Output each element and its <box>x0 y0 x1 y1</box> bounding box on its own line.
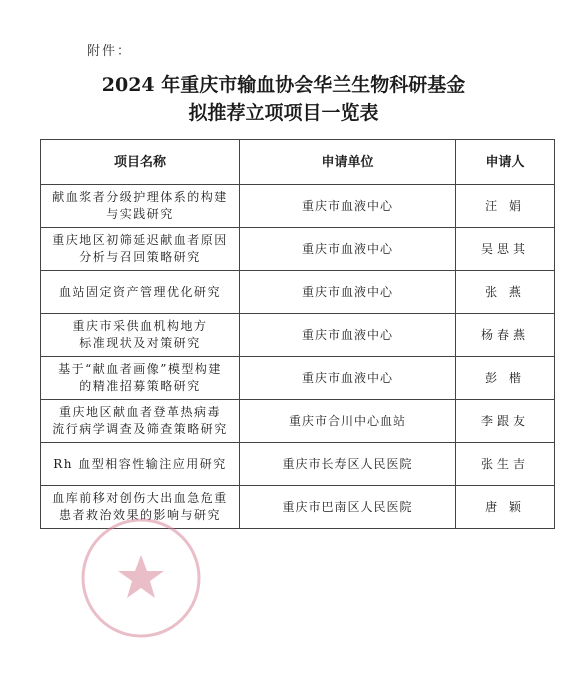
project-name-cell <box>41 400 240 443</box>
project-name-line2: 与实践研究 <box>106 207 174 221</box>
project-name-cell <box>41 185 240 228</box>
project-name-line1: 血站固定资产管理优化研究 <box>58 284 221 299</box>
project-name-line2: 患者救治效果的影响与研究 <box>58 508 221 522</box>
official-seal <box>78 515 204 641</box>
project-name-cell <box>41 314 240 357</box>
column-header-unit: 申请单位 <box>240 140 456 185</box>
applicant-cell: 杨春燕 <box>456 314 555 357</box>
applicant-cell: 彭 楷 <box>456 357 555 400</box>
project-name-line2: 标准现状及对策研究 <box>79 336 201 350</box>
project-name-line2: 分析与召回策略研究 <box>79 250 201 264</box>
document-title-line1: 2024 年重庆市输血协会华兰生物科研基金 <box>101 74 466 96</box>
applicant-cell: 张 燕 <box>456 271 555 314</box>
table-row <box>41 443 555 486</box>
project-name-cell <box>41 271 240 314</box>
project-name-line1: 血库前移对创伤大出血急危重 <box>52 491 228 505</box>
applicant-cell: 张生吉 <box>456 443 555 486</box>
applicant-unit-cell: 重庆市血液中心 <box>240 228 456 271</box>
project-name-line2: 流行病学调查及筛查策略研究 <box>52 422 228 436</box>
applicant-unit-cell: 重庆市血液中心 <box>240 357 456 400</box>
table-row <box>41 400 555 443</box>
applicant-unit-cell: 重庆市长寿区人民医院 <box>240 443 456 486</box>
table-row <box>41 357 555 400</box>
applicant-cell: 吴思其 <box>456 228 555 271</box>
table-row <box>41 228 555 271</box>
applicant-cell: 李跟友 <box>456 400 555 443</box>
applicant-cell: 唐 颖 <box>456 486 555 529</box>
project-name-line1: 重庆地区初筛延迟献血者原因 <box>52 233 228 247</box>
table-header-row <box>41 140 555 185</box>
applicant-unit-cell: 重庆市血液中心 <box>240 271 456 314</box>
attachment-label: 附件： <box>87 44 133 59</box>
project-name-line1: 献血浆者分级护理体系的构建 <box>52 190 228 204</box>
column-header-project: 项目名称 <box>41 140 240 185</box>
table-row <box>41 271 555 314</box>
applicant-unit-cell: 重庆市巴南区人民医院 <box>240 486 456 529</box>
applicant-unit-cell: 重庆市血液中心 <box>240 185 456 228</box>
document-title-line2: 拟推荐立项项目一览表 <box>188 102 379 124</box>
project-table <box>40 139 555 529</box>
column-header-applicant: 申请人 <box>456 140 555 185</box>
applicant-unit-cell: 重庆市血液中心 <box>240 314 456 357</box>
table-row <box>41 185 555 228</box>
project-name-line1: Rh 血型相容性输注应用研究 <box>53 456 227 471</box>
project-name-line2: 的精准招募策略研究 <box>79 379 201 393</box>
project-name-line1: 重庆地区献血者登革热病毒 <box>58 405 221 419</box>
project-name-cell <box>41 486 240 529</box>
star-icon <box>118 555 164 598</box>
table-row <box>41 486 555 529</box>
table-row <box>41 314 555 357</box>
seal-ring <box>83 520 199 636</box>
project-name-line1: 基于“献血者画像”模型构建 <box>58 362 222 376</box>
project-name-cell <box>41 228 240 271</box>
applicant-unit-cell: 重庆市合川中心血站 <box>240 400 456 443</box>
project-name-cell <box>41 443 240 486</box>
project-name-cell <box>41 357 240 400</box>
project-name-line1: 重庆市采供血机构地方 <box>72 319 208 333</box>
applicant-cell: 汪 娟 <box>456 185 555 228</box>
